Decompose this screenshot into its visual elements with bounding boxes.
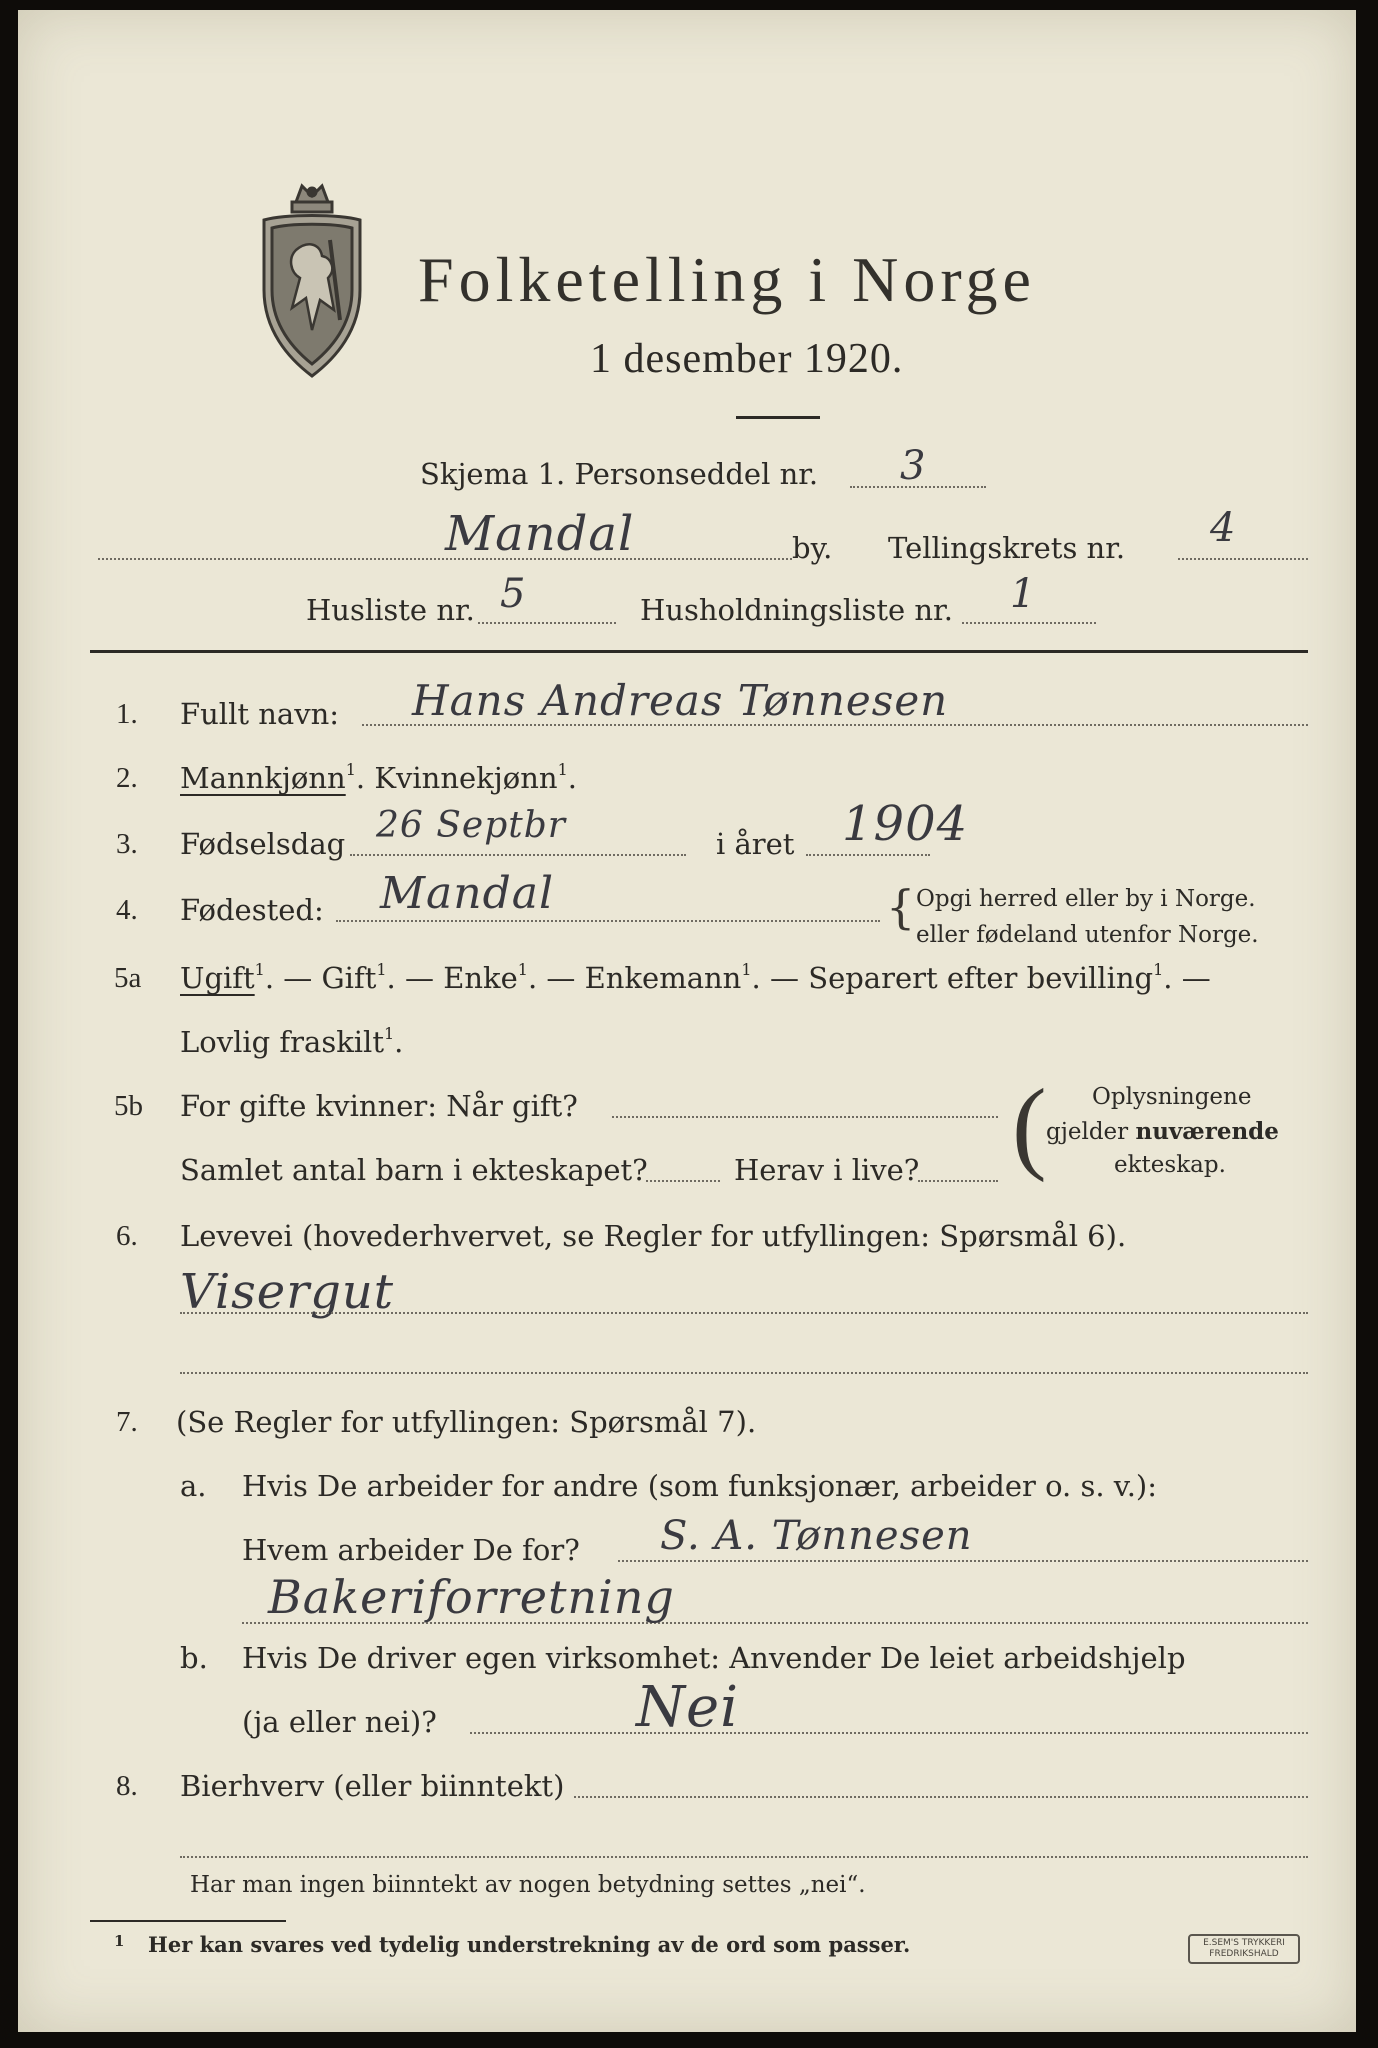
q4-bracket: { xyxy=(886,880,916,934)
husholdningsliste-line xyxy=(962,622,1096,624)
q5b-alive-label: Herav i live? xyxy=(734,1153,920,1187)
q5b-note-line2: gjelder nuværende xyxy=(1046,1118,1279,1145)
q4-number: 4. xyxy=(116,894,138,926)
q7b-question: (ja eller nei)? xyxy=(242,1705,437,1739)
income-note: Har man ingen biinntekt av nogen betydning settes „nei“. xyxy=(190,1872,866,1898)
q3-year-label: i året xyxy=(716,827,795,861)
q5b-note-line3: ekteskap. xyxy=(1114,1152,1226,1178)
q1-label: Fullt navn: xyxy=(180,697,340,731)
tellingskrets-label: Tellingskrets nr. xyxy=(888,531,1126,565)
q1-answer: Hans Andreas Tønnesen xyxy=(412,676,949,725)
q7-label: (Se Regler for utfyllingen: Spørsmål 7). xyxy=(176,1405,757,1439)
q5a-lovlig-line: Lovlig fraskilt$^1$. xyxy=(180,1024,404,1059)
q6-line1 xyxy=(180,1312,1308,1314)
q8-line1 xyxy=(574,1796,1308,1798)
husholdningsliste-value: 1 xyxy=(1010,571,1037,617)
q5b-children-label: Samlet antal barn i ekteskapet? xyxy=(180,1153,648,1187)
q5a-number: 5a xyxy=(114,962,142,994)
q4-answer: Mandal xyxy=(380,868,555,919)
q8-label: Bierhverv (eller biinntekt) xyxy=(180,1769,565,1803)
q3-label: Fødselsdag xyxy=(180,827,346,861)
footnote-marker: 1 xyxy=(114,1932,125,1950)
q5a-separert-option: Separert efter bevilling xyxy=(808,961,1154,995)
q4-line xyxy=(336,920,880,922)
footnote-text: Her kan svares ved tydelig understrekning av de ord som passer. xyxy=(148,1932,911,1957)
title-divider xyxy=(736,416,820,419)
husliste-line xyxy=(478,622,616,624)
q5b-note-line1: Oplysningene xyxy=(1092,1084,1252,1110)
tellingskrets-value: 4 xyxy=(1210,505,1237,551)
husliste-label: Husliste nr. xyxy=(306,593,475,627)
by-label: by. xyxy=(792,531,833,565)
husholdningsliste-label: Husholdningsliste nr. xyxy=(640,593,953,627)
printer-stamp: E.SEM'S TRYKKERI FREDRIKSHALD xyxy=(1188,1934,1300,1964)
q3-year-answer: 1904 xyxy=(842,796,969,852)
q7a-answer1: S. A. Tønnesen xyxy=(660,1513,973,1559)
q5a-lovlig-option: Lovlig fraskilt xyxy=(180,1025,384,1059)
q7b-letter: b. xyxy=(180,1641,208,1675)
q7a-line1 xyxy=(618,1560,1308,1562)
q3-number: 3. xyxy=(116,828,138,860)
q2-options: Mannkjønn$^1$. Kvinnekjønn$^1$. xyxy=(180,760,577,795)
q3-day-line xyxy=(350,854,686,856)
q5b-married-line xyxy=(612,1116,998,1118)
q7a-answer2: Bakeriforretning xyxy=(268,1570,675,1624)
q5b-children-line xyxy=(646,1180,720,1182)
q5a-gift-option: Gift xyxy=(321,961,377,995)
q7-number: 7. xyxy=(116,1406,138,1438)
q5b-alive-line xyxy=(918,1180,998,1182)
q2-number: 2. xyxy=(116,762,138,794)
q5a-enkemann-option: Enkemann xyxy=(584,961,742,995)
q5b-number: 5b xyxy=(114,1090,143,1122)
schema-nr-value: 3 xyxy=(900,443,927,489)
husliste-value: 5 xyxy=(500,571,527,617)
q2-female-option: Kvinnekjønn xyxy=(374,761,558,795)
q4-label: Fødested: xyxy=(180,893,324,927)
census-date: 1 desember 1920. xyxy=(590,336,904,382)
q6-label: Levevei (hovederhvervet, se Regler for utfyllingen: Spørsmål 6). xyxy=(180,1219,1127,1253)
footnote-divider xyxy=(90,1920,286,1922)
q5a-options: Ugift$^1$. — Gift$^1$. — Enke$^1$. — Enkemann$^1$. — Separert efter bevilling$^1$. — xyxy=(180,960,1211,995)
q6-line2 xyxy=(180,1372,1308,1374)
q5a-ugift-option: Ugift xyxy=(180,961,255,995)
q5b-bracket-left: ( xyxy=(1012,1068,1047,1183)
q7b-text: Hvis De driver egen virksomhet: Anvender De leiet arbeidshjelp xyxy=(242,1641,1186,1675)
q3-year-line xyxy=(806,854,930,856)
q8-number: 8. xyxy=(116,1770,138,1802)
form-title: Folketelling i Norge xyxy=(418,244,1036,315)
norwegian-coat-of-arms-icon xyxy=(256,180,368,380)
q6-number: 6. xyxy=(116,1220,138,1252)
tellingskrets-line xyxy=(1178,558,1308,560)
q7a-letter: a. xyxy=(180,1469,207,1503)
q1-number: 1. xyxy=(116,698,138,730)
q4-note-line2: eller fødeland utenfor Norge. xyxy=(916,922,1259,948)
q5b-label: For gifte kvinner: Når gift? xyxy=(180,1089,578,1123)
q8-line2 xyxy=(180,1856,1308,1858)
q7b-line xyxy=(470,1732,1308,1734)
schema-label: Skjema 1. Personseddel nr. xyxy=(420,457,819,491)
place-value: Mandal xyxy=(445,506,635,562)
header-divider xyxy=(90,650,1308,653)
q5a-enke-option: Enke xyxy=(443,961,518,995)
q6-answer: Visergut xyxy=(180,1264,395,1320)
q2-male-option: Mannkjønn xyxy=(180,761,346,795)
q7a-question: Hvem arbeider De for? xyxy=(242,1533,580,1567)
q7a-text: Hvis De arbeider for andre (som funksjonær, arbeider o. s. v.): xyxy=(242,1469,1158,1503)
q3-day-answer: 26 Septbr xyxy=(376,805,566,846)
q4-note-line1: Opgi herred eller by i Norge. xyxy=(916,886,1256,912)
q7b-answer: Nei xyxy=(636,1675,740,1740)
